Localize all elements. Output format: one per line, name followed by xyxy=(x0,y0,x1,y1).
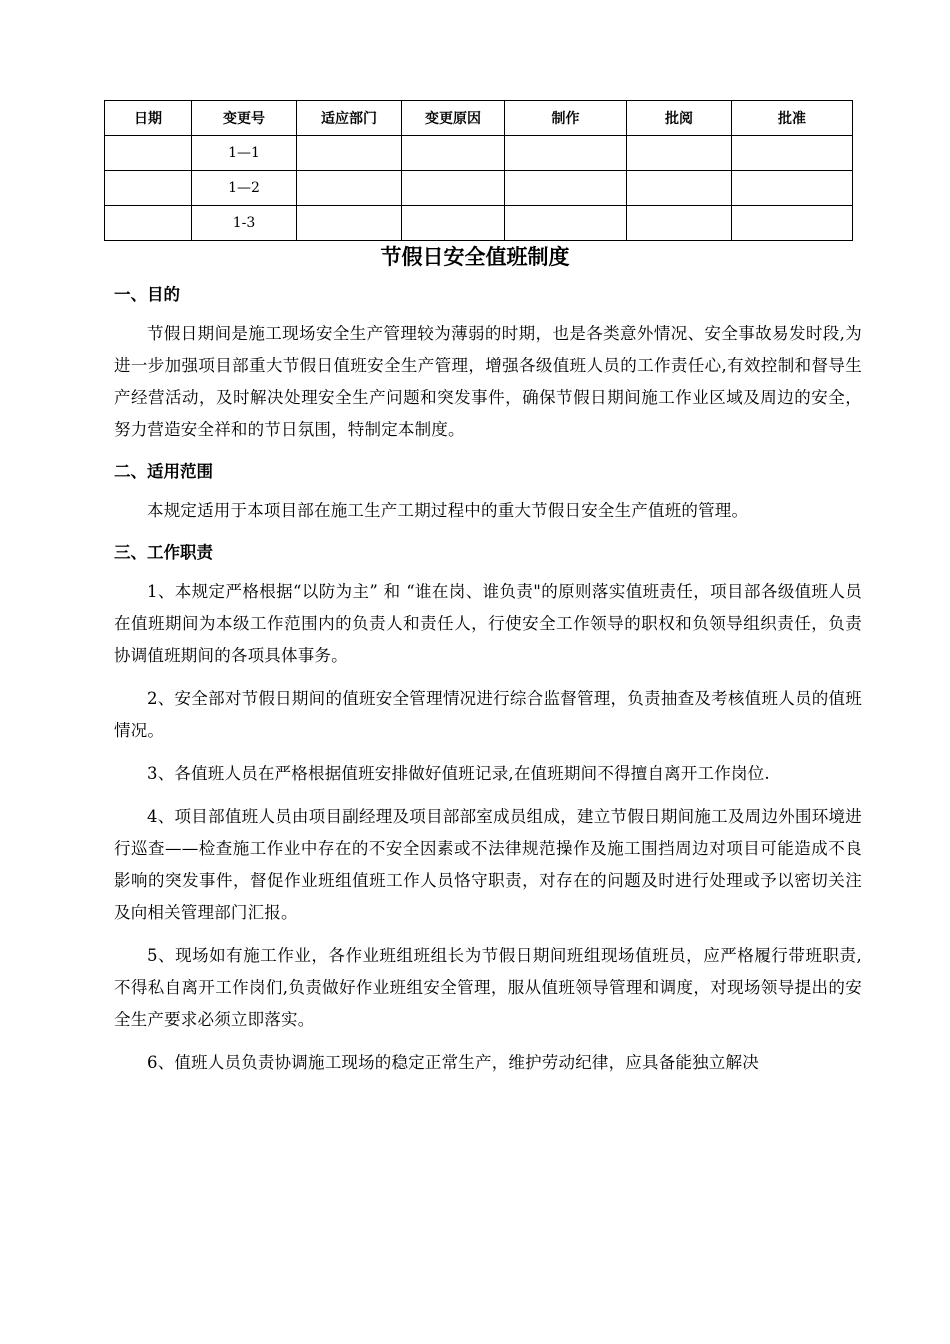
table-cell xyxy=(505,171,627,206)
paragraph: 本规定适用于本项目部在施工生产工期过程中的重大节假日安全生产值班的管理。 xyxy=(147,501,749,520)
table-cell: 1—1 xyxy=(192,136,297,171)
section-heading: 二、适用范围 xyxy=(114,462,213,481)
table-cell xyxy=(732,136,853,171)
header-prepared: 制作 xyxy=(505,101,627,136)
table-cell xyxy=(105,206,192,241)
table-cell xyxy=(732,206,853,241)
paragraph: 5、现场如有施工作业，各作业班组班组长为节假日期间班组现场值班员，应严格履行带班职责,不得私自离开工作岗们,负责做好作业班组安全管理，服从值班领导管理和调度，对现场领导提出的安全生产要求必须立即落实。 xyxy=(114,946,862,1029)
paragraph: 节假日期间是施工现场安全生产管理较为薄弱的时期，也是各类意外情况、安全事故易发时段,为进一步加强项目部重大节假日值班安全生产管理，增强各级值班人员的工作责任心,有效控制和督导生产经营活动，及时解决处理安全生产问题和突发事件，确保节假日期间施工作业区域及周边的安全，努力营造安全祥和的节日氛围，特制定本制度。 xyxy=(114,324,862,439)
paragraph: 4、项目部值班人员由项目副经理及项目部部室成员组成，建立节假日期间施工及周边外围环境进行巡查——检查施工作业中存在的不安全因素或不法律规范操作及施工围挡周边对项目可能造成不良影响的突发事件，督促作业班组值班工作人员恪守职责，对存在的问题及时进行处理或予以密切关注及向相关管理部门汇报。 xyxy=(114,807,862,922)
table-row xyxy=(105,206,853,241)
table-cell: 1—2 xyxy=(192,171,297,206)
table-cell xyxy=(297,136,402,171)
header-approved: 批准 xyxy=(732,101,853,136)
paragraph: 3、各值班人员在严格根据值班安排做好值班记录,在值班期间不得擅自离开工作岗位. xyxy=(147,764,770,783)
section-duties xyxy=(114,538,862,1079)
table-cell xyxy=(627,171,732,206)
table-cell xyxy=(297,171,402,206)
table-cell xyxy=(505,136,627,171)
paragraph: 2、安全部对节假日期间的值班安全管理情况进行综合监督管理，负责抽查及考核值班人员的值班情况。 xyxy=(114,689,862,740)
section-heading: 一、目的 xyxy=(114,285,180,304)
paragraph: 1、本规定严格根据“以防为主” 和 “谁在岗、谁负责"的原则落实值班责任，项目部各级值班人员在值班期间为本级工作范围内的负责人和责任人，行使安全工作领导的职权和负领导组织责任，负责协调值班期间的各项具体事务。 xyxy=(114,582,862,665)
section-scope xyxy=(114,457,862,527)
table-cell xyxy=(297,206,402,241)
table-cell xyxy=(402,171,505,206)
table-cell: 1-3 xyxy=(192,206,297,241)
header-department: 适应部门 xyxy=(297,101,402,136)
table-cell xyxy=(627,206,732,241)
table-cell xyxy=(505,206,627,241)
document-title: 节假日安全值班制度 xyxy=(380,245,570,269)
table-header-row xyxy=(105,101,853,136)
header-change-reason: 变更原因 xyxy=(402,101,505,136)
table-row xyxy=(105,171,853,206)
table-cell xyxy=(105,171,192,206)
section-purpose xyxy=(114,280,862,446)
section-heading: 三、工作职责 xyxy=(114,543,213,562)
table-row xyxy=(105,136,853,171)
paragraph: 6、值班人员负责协调施工现场的稳定正常生产，维护劳动纪律，应具备能独立解决 xyxy=(147,1053,759,1072)
header-date: 日期 xyxy=(105,101,192,136)
header-reviewed: 批阅 xyxy=(627,101,732,136)
document-body xyxy=(114,280,862,1090)
table-cell xyxy=(402,136,505,171)
revision-table xyxy=(104,100,853,241)
table-cell xyxy=(105,136,192,171)
table-cell xyxy=(402,206,505,241)
table-cell xyxy=(732,171,853,206)
header-change-no: 变更号 xyxy=(192,101,297,136)
table-cell xyxy=(627,136,732,171)
